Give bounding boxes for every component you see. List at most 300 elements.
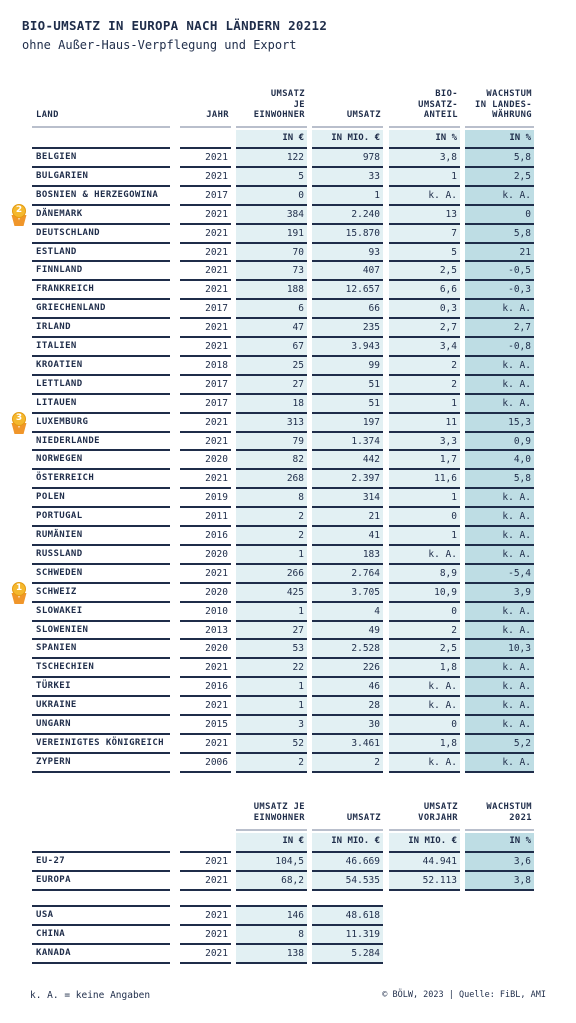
row-separator <box>312 487 383 489</box>
table-cell: k. A. <box>502 492 531 504</box>
row-separator <box>312 468 383 470</box>
row-separator <box>32 620 170 622</box>
row-separator <box>389 147 460 149</box>
table-cell: 183 <box>362 548 380 560</box>
table-cell: 1 <box>298 681 304 693</box>
table-cell: k. A. <box>502 189 531 201</box>
table-cell: k. A. <box>502 397 531 409</box>
row-separator <box>312 889 383 891</box>
table-cell: 46 <box>368 681 380 693</box>
row-separator <box>389 601 460 603</box>
table-cell: 2021 <box>205 910 228 921</box>
table-cell: 188 <box>286 284 304 296</box>
row-separator <box>32 582 170 584</box>
row-separator <box>389 242 460 244</box>
table-cell: 2021 <box>205 473 228 485</box>
row-separator <box>312 752 383 754</box>
country-name: ZYPERN <box>36 756 71 767</box>
table-cell: 2 <box>298 756 304 768</box>
row-separator <box>312 336 383 338</box>
table-cell: 6 <box>298 303 304 315</box>
row-separator <box>312 638 383 640</box>
table-cell: 11.319 <box>345 929 380 940</box>
table-cell: 2021 <box>205 246 228 258</box>
table-cell: 4,0 <box>513 454 531 466</box>
country-name: CHINA <box>36 929 66 939</box>
row-separator <box>236 147 307 149</box>
country-name: SLOWENIEN <box>36 624 89 635</box>
table-cell: 2021 <box>205 948 228 959</box>
table-cell: k. A. <box>502 378 531 390</box>
row-separator <box>465 582 534 584</box>
row-separator <box>465 412 534 414</box>
row-separator <box>389 851 460 853</box>
row-separator <box>312 962 383 964</box>
row-separator <box>389 752 460 754</box>
row-separator <box>180 393 231 395</box>
country-name: GRIECHENLAND <box>36 303 106 314</box>
row-separator <box>389 582 460 584</box>
row-separator <box>312 393 383 395</box>
row-separator <box>236 657 307 659</box>
row-separator <box>180 147 231 149</box>
row-separator <box>312 943 383 945</box>
region-name: EU-27 <box>36 856 66 866</box>
medal-icon <box>10 204 28 228</box>
row-separator <box>180 620 231 622</box>
table-cell: 2.240 <box>351 208 380 220</box>
row-separator <box>465 544 534 546</box>
table-cell: 2017 <box>205 397 228 409</box>
table-cell: 2010 <box>205 605 228 617</box>
column-header: WÄHRUNG <box>492 110 532 120</box>
country-name: SCHWEIZ <box>36 586 77 597</box>
row-separator <box>312 412 383 414</box>
row-separator <box>180 695 231 697</box>
table-cell: 8 <box>298 929 304 940</box>
row-separator <box>32 889 170 891</box>
source-note: © BÖLW, 2023 | Quelle: FiBL, AMI <box>382 990 546 1000</box>
table-cell: k. A. <box>502 605 531 617</box>
country-name: UKRAINE <box>36 700 77 711</box>
row-separator <box>236 242 307 244</box>
row-separator <box>180 870 231 872</box>
row-separator <box>389 620 460 622</box>
table-cell: 2 <box>451 624 457 636</box>
row-separator <box>180 851 231 853</box>
row-separator <box>32 962 170 964</box>
row-separator <box>465 204 534 206</box>
row-separator <box>180 601 231 603</box>
table-cell: 33 <box>368 170 380 182</box>
unit-label: IN € <box>282 133 304 143</box>
table-cell: 226 <box>362 662 380 674</box>
row-separator <box>465 431 534 433</box>
row-separator <box>236 185 307 187</box>
table-cell: 268 <box>286 473 304 485</box>
table-cell: 1,8 <box>439 737 457 749</box>
table-cell: 1 <box>374 189 380 201</box>
table-cell: 235 <box>362 322 380 334</box>
row-separator <box>236 676 307 678</box>
row-separator <box>32 544 170 546</box>
header-separator <box>389 829 460 831</box>
table-cell: 3.461 <box>351 737 380 749</box>
table-cell: 3,9 <box>513 586 531 598</box>
row-separator <box>180 374 231 376</box>
row-separator <box>389 771 460 773</box>
table-cell: 2,5 <box>513 170 531 182</box>
row-separator <box>236 905 307 907</box>
row-separator <box>465 374 534 376</box>
table-cell: 5,8 <box>513 473 531 485</box>
table-cell: 25 <box>292 359 304 371</box>
column-header-jahr: JAHR <box>206 110 229 120</box>
country-name: POLEN <box>36 492 66 503</box>
row-separator <box>389 449 460 451</box>
table-cell: k. A. <box>502 719 531 730</box>
row-separator <box>32 374 170 376</box>
column-header: EINWOHNER <box>253 110 305 120</box>
row-separator <box>465 279 534 281</box>
table-cell: 79 <box>292 435 304 447</box>
table-cell: 122 <box>286 152 304 163</box>
row-separator <box>236 943 307 945</box>
table-cell: 2,7 <box>513 322 531 334</box>
row-separator <box>312 620 383 622</box>
table-cell: 2021 <box>205 929 228 940</box>
row-separator <box>312 317 383 319</box>
row-separator <box>389 889 460 891</box>
row-separator <box>32 449 170 451</box>
row-separator <box>236 870 307 872</box>
country-name: ÖSTERREICH <box>36 473 95 484</box>
row-separator <box>312 204 383 206</box>
table-cell: 0 <box>451 511 457 523</box>
row-separator <box>236 924 307 926</box>
row-separator <box>180 771 231 773</box>
table-cell: 0 <box>298 189 304 201</box>
row-separator <box>389 544 460 546</box>
row-separator <box>465 317 534 319</box>
table-cell: 30 <box>368 719 380 730</box>
column-header: BIO- <box>435 89 458 99</box>
country-name: LITAUEN <box>36 397 77 408</box>
row-separator <box>32 431 170 433</box>
medal-rank: 1 <box>12 582 26 596</box>
row-separator <box>236 851 307 853</box>
table-cell: 52.113 <box>422 875 457 886</box>
unit-label: IN € <box>282 836 304 846</box>
table-cell: 11 <box>445 416 457 428</box>
table-cell: 3.943 <box>351 341 380 352</box>
row-separator <box>312 298 383 300</box>
table-cell: 51 <box>368 378 380 390</box>
unit-label: IN MIO. € <box>408 836 457 846</box>
table-cell: 82 <box>292 454 304 466</box>
row-separator <box>465 771 534 773</box>
table-cell: 54.535 <box>345 875 380 886</box>
table-cell: 2021 <box>205 737 228 749</box>
row-separator <box>32 242 170 244</box>
country-name: LETTLAND <box>36 378 83 389</box>
table-cell: 67 <box>292 341 304 352</box>
table-cell: 5,8 <box>513 227 531 239</box>
table-cell: 21 <box>519 246 531 258</box>
row-separator <box>180 962 231 964</box>
row-separator <box>180 449 231 451</box>
column-header: UMSATZ- <box>418 99 458 110</box>
table-cell: 2021 <box>205 170 228 182</box>
row-separator <box>236 393 307 395</box>
row-separator <box>32 924 170 926</box>
row-separator <box>465 487 534 489</box>
column-header: VORJAHR <box>418 812 458 823</box>
table-cell: 2017 <box>205 378 228 390</box>
table-cell: 191 <box>286 227 304 239</box>
row-separator <box>236 431 307 433</box>
table-cell: 2020 <box>205 548 228 560</box>
table-cell: 2,5 <box>439 643 457 655</box>
row-separator <box>32 393 170 395</box>
table-cell: 2021 <box>205 416 228 428</box>
table-cell: 1.374 <box>351 435 380 447</box>
row-separator <box>312 771 383 773</box>
country-name: SLOWAKEI <box>36 605 83 616</box>
row-separator <box>180 279 231 281</box>
table-cell: 21 <box>368 511 380 523</box>
table-cell: 0,9 <box>513 435 531 447</box>
row-separator <box>180 166 231 168</box>
row-separator <box>465 714 534 716</box>
table-cell: 2.528 <box>351 643 380 655</box>
row-separator <box>180 525 231 527</box>
row-separator <box>389 204 460 206</box>
table-cell: 10,3 <box>508 643 531 655</box>
table-cell: 2021 <box>205 152 228 163</box>
row-separator <box>389 412 460 414</box>
table-cell: 13 <box>445 208 457 220</box>
column-header: UMSATZ <box>346 812 381 823</box>
row-separator <box>180 336 231 338</box>
row-separator <box>389 870 460 872</box>
country-name: KROATIEN <box>36 359 83 370</box>
row-separator <box>465 336 534 338</box>
table-cell: -0,8 <box>508 341 531 352</box>
medal-icon <box>10 582 28 606</box>
table-cell: k. A. <box>502 662 531 674</box>
row-separator <box>180 544 231 546</box>
row-separator <box>236 620 307 622</box>
row-separator <box>236 506 307 508</box>
table-cell: 11,6 <box>434 473 457 485</box>
region-name: EUROPA <box>36 875 71 885</box>
table-cell: 978 <box>362 152 380 163</box>
country-name: ITALIEN <box>36 341 77 351</box>
table-cell: k. A. <box>502 530 531 541</box>
row-separator <box>465 563 534 565</box>
table-cell: 1 <box>451 397 457 409</box>
row-separator <box>312 185 383 187</box>
table-cell: 99 <box>368 359 380 371</box>
row-separator <box>236 298 307 300</box>
header-separator <box>465 126 534 128</box>
row-separator <box>389 468 460 470</box>
table-cell: 48.618 <box>345 910 380 921</box>
row-separator <box>180 924 231 926</box>
unit-label: IN % <box>435 133 457 143</box>
row-separator <box>236 355 307 357</box>
table-cell: 2.764 <box>351 567 380 579</box>
row-separator <box>389 374 460 376</box>
row-separator <box>312 870 383 872</box>
row-separator <box>389 260 460 262</box>
row-separator <box>32 601 170 603</box>
table-cell: 0 <box>451 605 457 617</box>
table-cell: 3,8 <box>439 152 457 163</box>
column-header-umsatz: UMSATZ <box>346 110 381 120</box>
row-separator <box>389 657 460 659</box>
table-cell: 1 <box>298 548 304 560</box>
row-separator <box>236 601 307 603</box>
row-separator <box>180 431 231 433</box>
country-name: SPANIEN <box>36 643 77 654</box>
table-cell: 8,9 <box>439 567 457 579</box>
table-cell: -5,4 <box>508 567 531 579</box>
medal-icon <box>10 412 28 436</box>
table-cell: 1 <box>451 530 457 541</box>
table-cell: 2,7 <box>439 322 457 334</box>
row-separator <box>389 714 460 716</box>
country-name: RUSSLAND <box>36 548 83 559</box>
row-separator <box>465 223 534 225</box>
row-separator <box>32 752 170 754</box>
table-cell: 10,9 <box>434 586 457 598</box>
row-separator <box>32 638 170 640</box>
table-cell: 3.705 <box>351 586 380 598</box>
table-cell: 8 <box>298 492 304 504</box>
row-separator <box>32 943 170 945</box>
row-separator <box>389 393 460 395</box>
table-cell: 15,3 <box>508 416 531 428</box>
row-separator <box>389 223 460 225</box>
unit-label: IN MIO. € <box>331 836 380 846</box>
table-cell: 47 <box>292 322 304 334</box>
row-separator <box>236 204 307 206</box>
row-separator <box>180 355 231 357</box>
country-name: NIEDERLANDE <box>36 435 101 446</box>
row-separator <box>312 905 383 907</box>
row-separator <box>180 412 231 414</box>
row-separator <box>236 544 307 546</box>
row-separator <box>32 412 170 414</box>
row-separator <box>32 204 170 206</box>
row-separator <box>180 657 231 659</box>
row-separator <box>180 582 231 584</box>
row-separator <box>389 733 460 735</box>
table-cell: 2,5 <box>439 265 457 277</box>
table-cell: 2 <box>298 511 304 523</box>
table-cell: 2.397 <box>351 473 380 485</box>
medal-rank: 3 <box>12 412 26 426</box>
row-separator <box>465 752 534 754</box>
row-separator <box>32 506 170 508</box>
row-separator <box>180 563 231 565</box>
row-separator <box>236 374 307 376</box>
row-separator <box>236 525 307 527</box>
row-separator <box>32 676 170 678</box>
table-cell: 2018 <box>205 359 228 371</box>
row-separator <box>180 185 231 187</box>
table-cell: 28 <box>368 700 380 712</box>
row-separator <box>465 166 534 168</box>
table-cell: 2021 <box>205 700 228 712</box>
table-cell: 70 <box>292 246 304 258</box>
column-header: UMSATZ JE <box>253 802 305 812</box>
row-separator <box>465 242 534 244</box>
table-cell: -0,3 <box>508 284 531 296</box>
table-cell: 3,8 <box>513 875 531 886</box>
table-cell: k. A. <box>502 548 531 560</box>
table-cell: 384 <box>286 208 304 220</box>
country-name: USA <box>36 910 54 920</box>
row-separator <box>465 676 534 678</box>
row-separator <box>465 260 534 262</box>
row-separator <box>465 468 534 470</box>
row-separator <box>32 298 170 300</box>
row-separator <box>180 242 231 244</box>
row-separator <box>32 336 170 338</box>
row-separator <box>312 695 383 697</box>
row-separator <box>389 185 460 187</box>
table-cell: 3,3 <box>439 435 457 447</box>
column-header: UMSATZ <box>270 89 305 99</box>
table-cell: k. A. <box>428 700 457 712</box>
row-separator <box>236 487 307 489</box>
table-cell: k. A. <box>428 681 457 693</box>
table-cell: k. A. <box>502 700 531 712</box>
table-cell: 73 <box>292 265 304 277</box>
row-separator <box>465 449 534 451</box>
row-separator <box>389 279 460 281</box>
country-name: TSCHECHIEN <box>36 662 95 673</box>
row-separator <box>180 752 231 754</box>
row-separator <box>236 412 307 414</box>
row-separator <box>180 905 231 907</box>
country-name: NORWEGEN <box>36 454 83 465</box>
row-separator <box>32 851 170 853</box>
table-cell: 314 <box>362 492 380 504</box>
row-separator <box>389 336 460 338</box>
row-separator <box>32 733 170 735</box>
row-separator <box>312 166 383 168</box>
table-cell: k. A. <box>428 548 457 560</box>
table-cell: 44.941 <box>422 856 457 867</box>
row-separator <box>236 317 307 319</box>
row-separator <box>465 657 534 659</box>
table-cell: k. A. <box>502 681 531 693</box>
row-separator <box>236 336 307 338</box>
table-cell: 2021 <box>205 341 228 352</box>
table-cell: 3 <box>298 719 304 730</box>
row-separator <box>312 525 383 527</box>
row-separator <box>236 563 307 565</box>
row-separator <box>236 695 307 697</box>
header-separator <box>180 126 231 128</box>
row-separator <box>236 638 307 640</box>
table-cell: 2020 <box>205 643 228 655</box>
row-separator <box>180 889 231 891</box>
